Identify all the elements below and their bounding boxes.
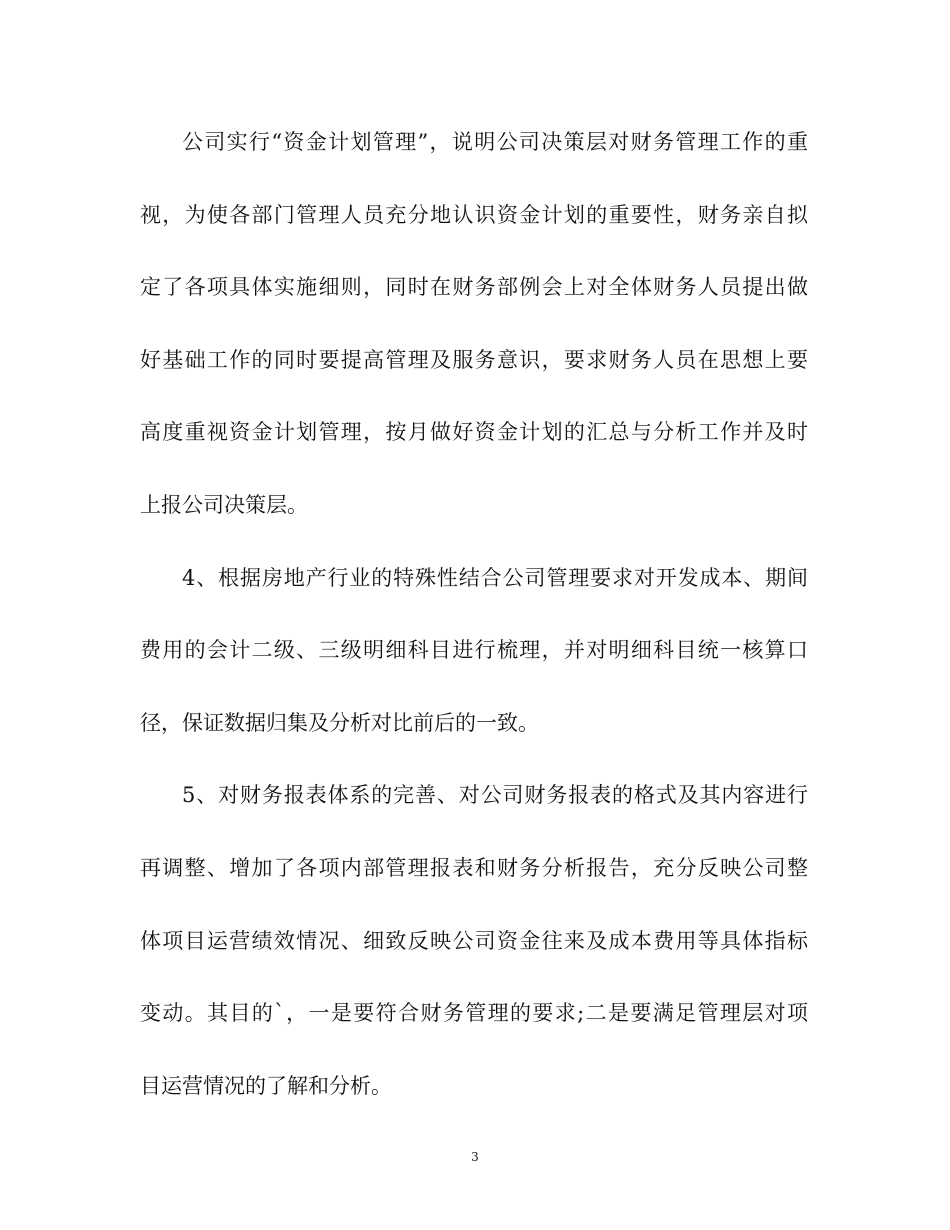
paragraph-2-line-3: 径，保证数据归集及分析对比前后的一致。 [140, 710, 539, 735]
paragraph-1-line-4: 好基础工作的同时要提高管理及服务意识，要求财务人员在思想上要 [140, 347, 808, 372]
document-body [140, 112, 808, 1128]
paragraph-3-line-5: 目运营情况的了解和分析。 [140, 1073, 392, 1098]
paragraph-1-line-6: 上报公司决策层。 [140, 492, 308, 517]
paragraph-2-line-2: 费用的会计二级、三级明细科目进行梳理，并对明细科目统一核算口 [140, 638, 808, 663]
paragraph-1-line-3: 定了各项具体实施细则，同时在财务部例会上对全体财务人员提出做 [140, 275, 808, 300]
paragraph-3-line-1: 5、对财务报表体系的完善、对公司财务报表的格式及其内容进行 [182, 783, 808, 808]
paragraph-3-line-4: 变动。其目的`，一是要符合财务管理的要求;二是要满足管理层对项 [140, 1001, 808, 1026]
paragraph-3-line-3: 体项目运营绩效情况、细致反映公司资金往来及成本费用等具体指标 [140, 928, 808, 953]
paragraph-1-line-5: 高度重视资金计划管理，按月做好资金计划的汇总与分析工作并及时 [140, 420, 808, 445]
page-number: 3 [471, 1150, 479, 1164]
paragraph-2-line-1: 4、根据房地产行业的特殊性结合公司管理要求对开发成本、期间 [182, 565, 808, 590]
paragraph-1-line-2: 视，为使各部门管理人员充分地认识资金计划的重要性，财务亲自拟 [140, 202, 808, 227]
paragraph-3-line-2: 再调整、增加了各项内部管理报表和财务分析报告，充分反映公司整 [140, 855, 808, 880]
paragraph-1-line-1: 公司实行“资金计划管理”，说明公司决策层对财务管理工作的重 [182, 130, 808, 154]
